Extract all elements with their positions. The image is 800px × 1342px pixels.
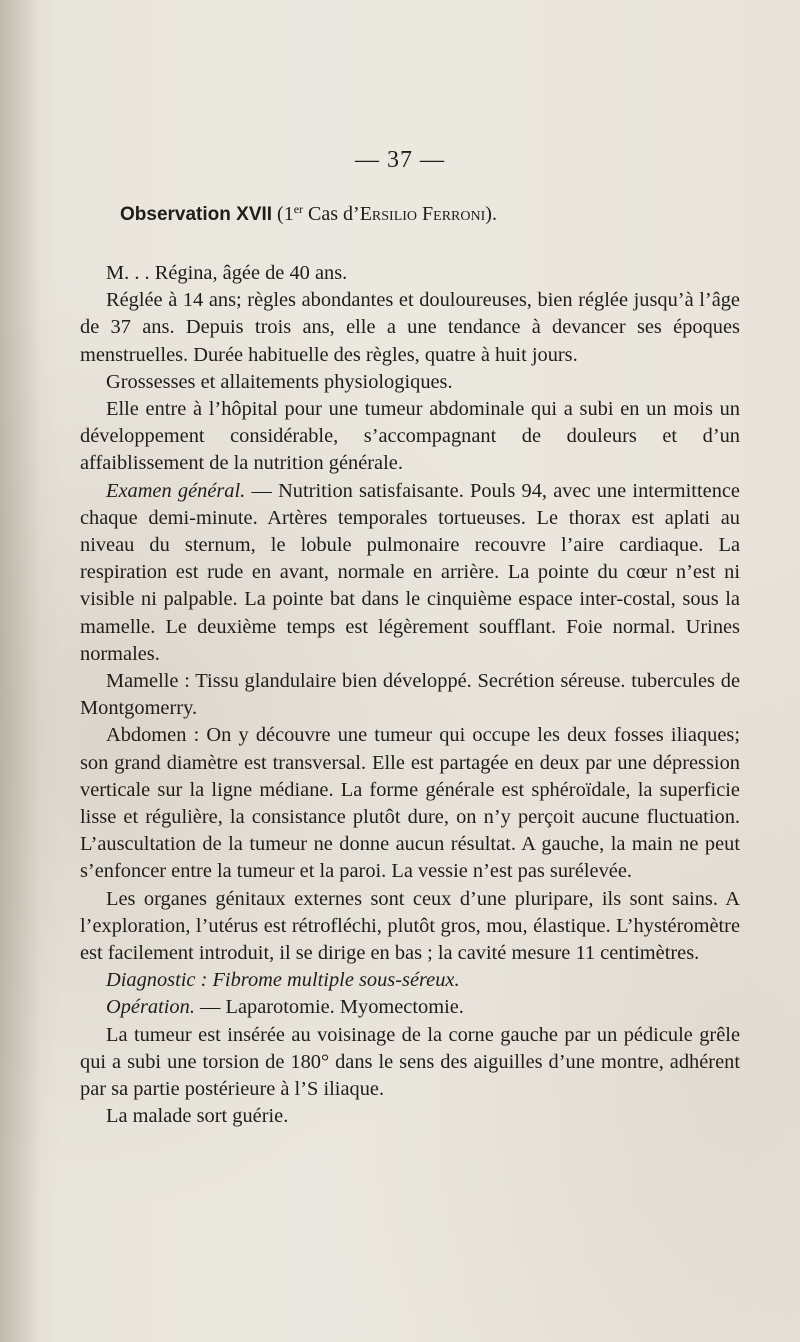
heading-author: Ersilio Ferroni [359,203,486,225]
page-number: — 37 — [355,147,445,173]
heading-paren-close: ). [485,203,497,225]
exam-paragraph [80,478,740,668]
operation-paragraph [80,994,740,1021]
operation-text: — Laparotomie. Myomectomie. [194,996,464,1019]
exam-text: — Nutrition satisfaisante. Pouls 94, avec une intermittence chaque demi-minute. Artères temporales tortueuses. Le thorax est aplati au niveau du sternum, le lobule pulmonaire recouvre l’aire cardiaque. La respiration est rude en avant, normale en arrière. La pointe du cœur n’est ni visible ni palpable. La pointe bat dans le cinquième espace inter-costal, sous la mamelle. Le deuxième temps est légèrement soufflant. Foie normal. Urines normales. [80,479,740,665]
heading-paren-open: (1 [272,203,294,225]
observation-heading [120,203,760,226]
menstruation-paragraph: Réglée à 14 ans; règles abondantes et douloureuses, bien réglée jusqu’à l’âge de 37 ans. Depuis trois ans, elle a une tendance à devancer ses époques menstruelles. Durée habituelle des règles, quatre à huit jours. [80,289,740,366]
binding-shadow [0,0,40,1342]
exam-label: Examen général. [106,479,246,502]
genital-paragraph: Les organes génitaux externes sont ceux d’une pluripare, ils sont sains. A l’exploration, l’utérus est rétrofléchi, plutôt gros, mou, élastique. L’hystéromètre est facilement introduit, il se dirige en bas ; la cavité mesure 11 centimètres. [80,887,740,965]
patient-line: M. . . Régina, âgée de 40 ans. [106,262,348,284]
breast-paragraph: Mamelle : Tissu glandulaire bien développé. Secrétion séreuse. tubercules de Montgomerry. [80,670,740,720]
heading-superscript: er [293,202,304,216]
pregnancy-paragraph: Grossesses et allaitements physiologiques. [106,370,453,393]
operation-label: Opération. [106,996,195,1019]
abdomen-paragraph: Abdomen : On y découvre une tumeur qui occupe les deux fosses iliaques; son grand diamètre est transversal. Elle est partagée en deux par une dépression verticale sur la ligne médiane. La forme générale est sphéroïdale, la superficie lisse et régulière, la consistance plutôt dure, on n’y perçoit aucune fluctuation. L’auscultation de la tumeur ne donne aucun résultat. A gauche, la main ne peut s’enfoncer entre la tumeur et la paroi. La vessie n’est pas surélevée. [80,724,740,883]
diagnostic-paragraph: Diagnostic : Fibrome multiple sous-séreux. [106,969,460,992]
heading-case: Cas d’ [303,203,360,225]
observation-label: Observation XVII [120,204,273,225]
outcome-paragraph: La malade sort guérie. [106,1105,289,1128]
tumor-paragraph: La tumeur est insérée au voisinage de la corne gauche par un pédicule grêle qui a subi une torsion de 180° dans le sens des aiguilles d’une montre, adhérent par sa partie postérieure à l’S iliaque. [80,1023,740,1101]
observation-body [80,260,740,1131]
admission-paragraph: Elle entre à l’hôpital pour une tumeur abdominale qui a subi en un mois un développement considérable, s’accompagnant de douleurs et d’un affaiblissement de la nutrition générale. [80,398,740,475]
